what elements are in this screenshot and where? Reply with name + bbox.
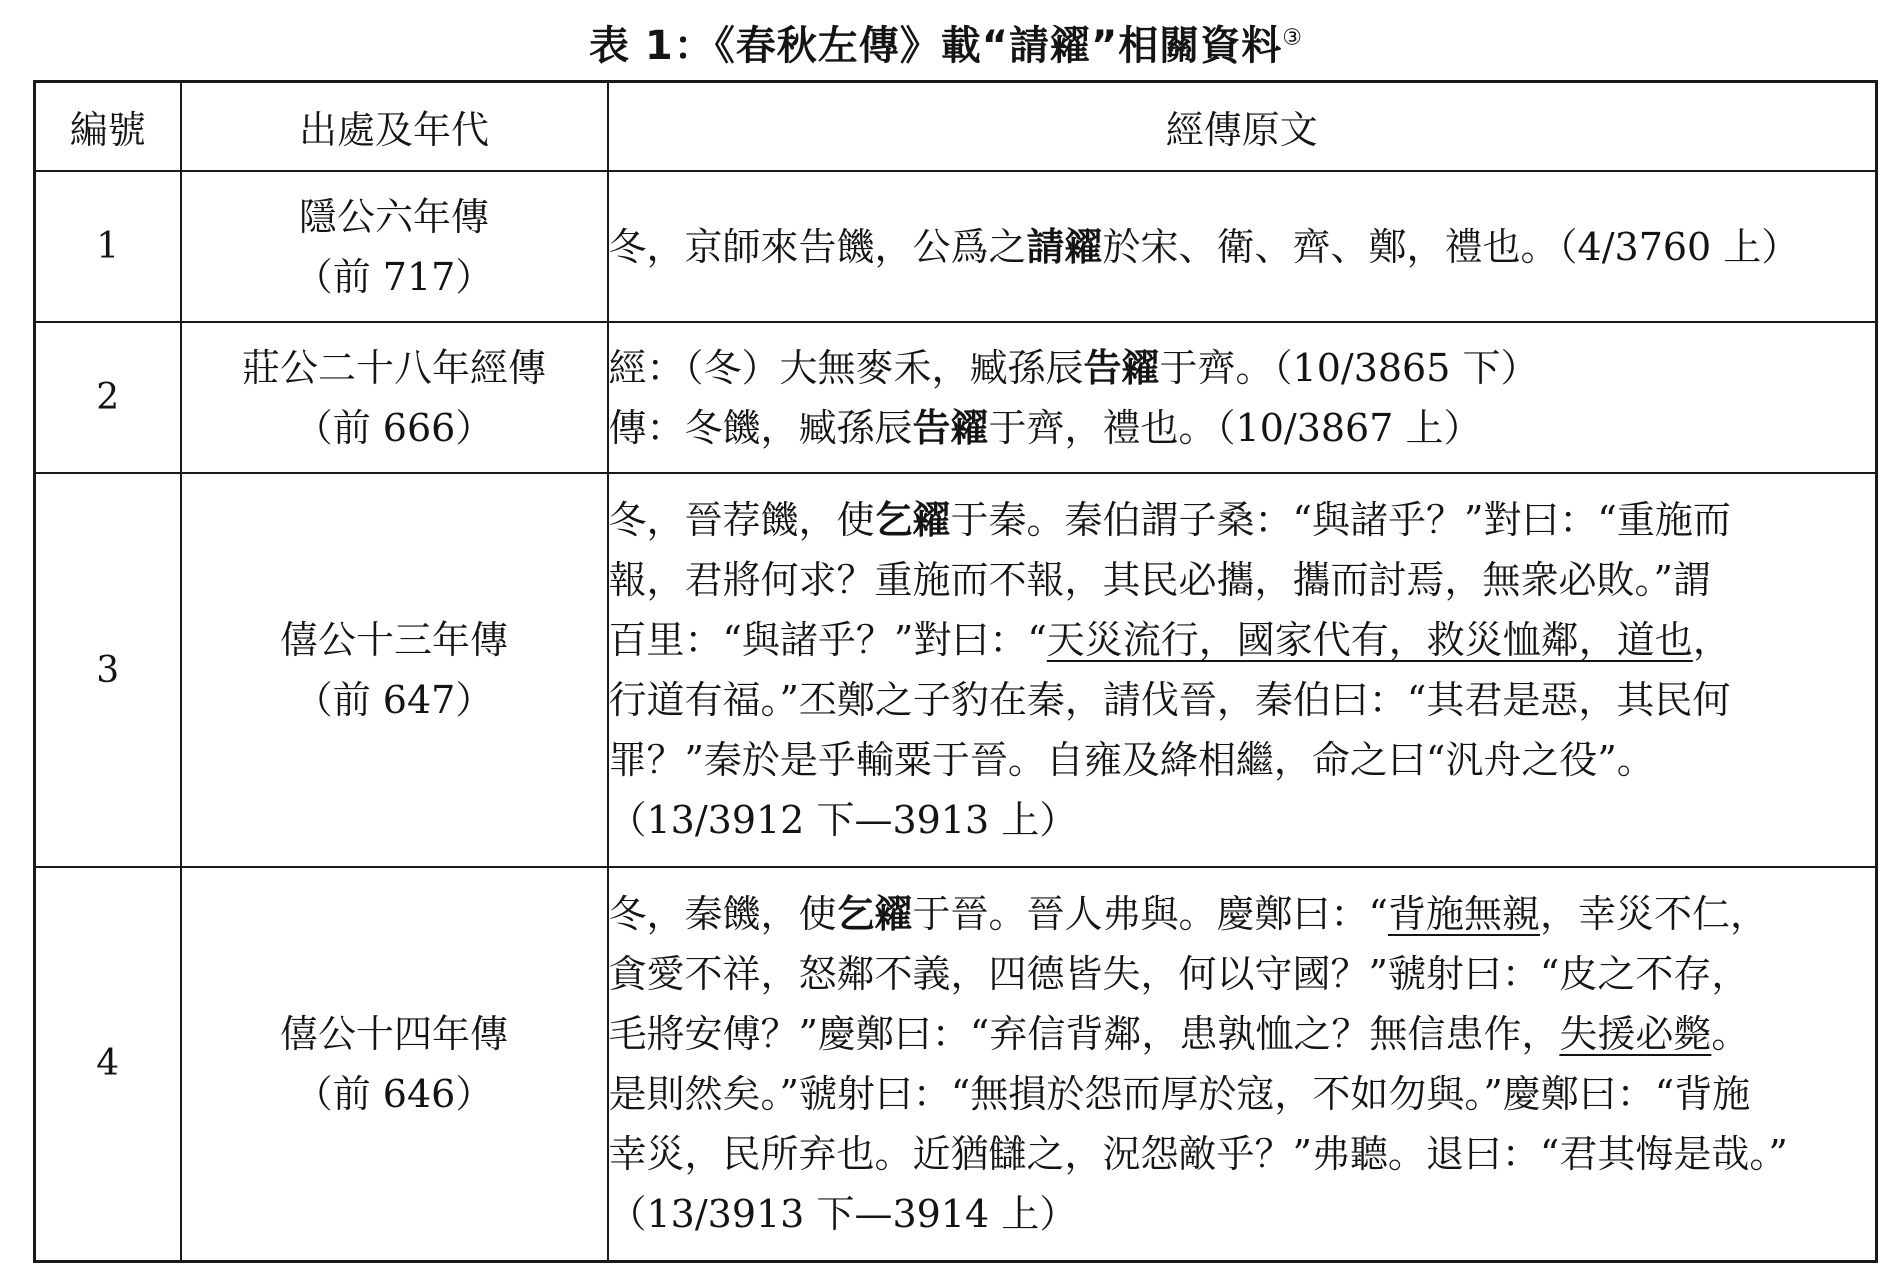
- text-segment: 于秦。秦伯謂子桑：“與諸乎？”對曰：“重施而: [950, 498, 1731, 542]
- text-segment: 貪愛不祥，怒鄰不義，四德皆失，何以守國？”虢射曰：“皮之不存，: [608, 951, 1750, 996]
- row-year: （前 646）: [294, 1071, 494, 1116]
- text-line: [609, 1124, 1876, 1184]
- row-text-cell: [608, 322, 1877, 473]
- caption-suffix: ”相關資料: [1091, 23, 1283, 69]
- header-row: [35, 82, 1877, 172]
- text-segment: ，: [1692, 618, 1731, 662]
- text-segment: 于晉。晉人弗與。慶鄭曰：“: [912, 891, 1388, 936]
- row-text-cell: [608, 171, 1877, 322]
- text-segment: 冬，秦饑，使: [608, 891, 837, 936]
- table-body: [35, 171, 1877, 1261]
- text-line: [609, 790, 1876, 850]
- row-source-cell: [181, 171, 608, 322]
- text-segment: 幸災，民所弃也。近猶讎之，況怨敵乎？”弗聽。退曰：“君其悔是哉。”: [608, 1131, 1788, 1176]
- text-line: [609, 1064, 1876, 1124]
- header-source: 出處及年代: [181, 82, 608, 172]
- text-segment: 傳：冬饑，臧孫辰: [608, 405, 913, 450]
- row-number: 3: [35, 473, 181, 867]
- keyword-term: 告糴: [1083, 344, 1160, 390]
- row-source: 莊公二十八年經傳: [241, 345, 546, 390]
- text-line: [609, 490, 1876, 550]
- text-line: [609, 884, 1876, 944]
- text-line: [609, 944, 1876, 1004]
- text-line: [609, 670, 1876, 730]
- text-segment: 冬，晉荐饑，使: [608, 498, 875, 542]
- text-line: [609, 730, 1876, 790]
- table-row: [35, 322, 1877, 473]
- text-segment: 經：（冬）大無麥禾，臧孫辰: [608, 345, 1084, 390]
- text-line: [609, 217, 1876, 277]
- text-segment: 毛將安傅？”慶鄭曰：“弃信背鄰，患孰恤之？無信患作，: [608, 1011, 1560, 1056]
- row-source: 隱公六年傳: [298, 194, 489, 239]
- table-row: [35, 867, 1877, 1261]
- keyword-term: 乞糴: [874, 497, 951, 542]
- text-segment: 於宋、衛、齊、鄭，禮也。（4/3760 上）: [1102, 224, 1800, 269]
- underlined-phrase: 背施無親: [1387, 891, 1540, 936]
- row-source-cell: [181, 322, 608, 473]
- row-source-cell: [181, 867, 608, 1261]
- row-year: （前 647）: [294, 678, 494, 722]
- text-line: [609, 1004, 1876, 1064]
- text-segment: 。: [1711, 1011, 1750, 1056]
- row-text-cell: [608, 867, 1877, 1261]
- text-line: [609, 398, 1876, 458]
- footnote-mark: ③: [1282, 25, 1304, 51]
- header-number: 編號: [35, 82, 181, 172]
- text-segment: 于齊。（10/3865 下）: [1159, 345, 1539, 390]
- table-caption: [0, 14, 1892, 71]
- text-line: [609, 610, 1876, 670]
- text-segment: 報，君將何求？重施而不報，其民必攜，攜而討焉，無衆必敗。”謂: [608, 558, 1711, 602]
- row-number: 4: [35, 867, 181, 1261]
- keyword-term: 告糴: [912, 404, 989, 450]
- row-source: 僖公十三年傳: [279, 618, 508, 662]
- row-year: （前 717）: [294, 254, 494, 299]
- text-segment: 冬，京師來告饑，公爲之: [608, 224, 1027, 269]
- text-segment: 是則然矣。”虢射曰：“無損於怨而厚於寇，不如勿與。”慶鄭曰：“背施: [608, 1071, 1751, 1116]
- table-row: [35, 473, 1877, 867]
- text-line: [609, 550, 1876, 610]
- row-number: 1: [35, 171, 181, 322]
- keyword-term: 請糴: [1026, 223, 1103, 269]
- text-segment: ，幸災不仁，: [1539, 891, 1768, 936]
- caption-keyword: 請糴: [1009, 23, 1091, 69]
- underlined-phrase: 天災流行，國家代有，救災恤鄰，道也: [1046, 618, 1693, 662]
- text-line: [609, 338, 1876, 398]
- row-number: 2: [35, 322, 181, 473]
- header-text: 經傳原文: [608, 82, 1877, 172]
- text-segment: 行道有福。”丕鄭之子豹在秦，請伐晉，秦伯曰：“其君是惡，其民何: [608, 678, 1731, 722]
- data-table: [33, 80, 1878, 1263]
- text-segment: （13/3913 下—3914 上）: [608, 1191, 1078, 1236]
- row-year: （前 666）: [294, 405, 494, 450]
- text-segment: 于齊，禮也。（10/3867 上）: [988, 405, 1482, 450]
- row-source-cell: [181, 473, 608, 867]
- text-segment: 罪？”秦於是乎輸粟于晉。自雍及絳相繼，命之曰“汎舟之役”。: [608, 738, 1655, 782]
- table-row: [35, 171, 1877, 322]
- text-segment: 百里：“與諸乎？”對曰：“: [608, 618, 1047, 662]
- text-line: [609, 1184, 1876, 1244]
- keyword-term: 乞糴: [836, 890, 913, 936]
- text-segment: （13/3912 下—3913 上）: [608, 798, 1078, 842]
- row-source: 僖公十四年傳: [279, 1011, 508, 1056]
- underlined-phrase: 失援必斃: [1559, 1011, 1712, 1056]
- caption-prefix: 表 1：《春秋左傳》載“: [588, 23, 1009, 69]
- row-text-cell: [608, 473, 1877, 867]
